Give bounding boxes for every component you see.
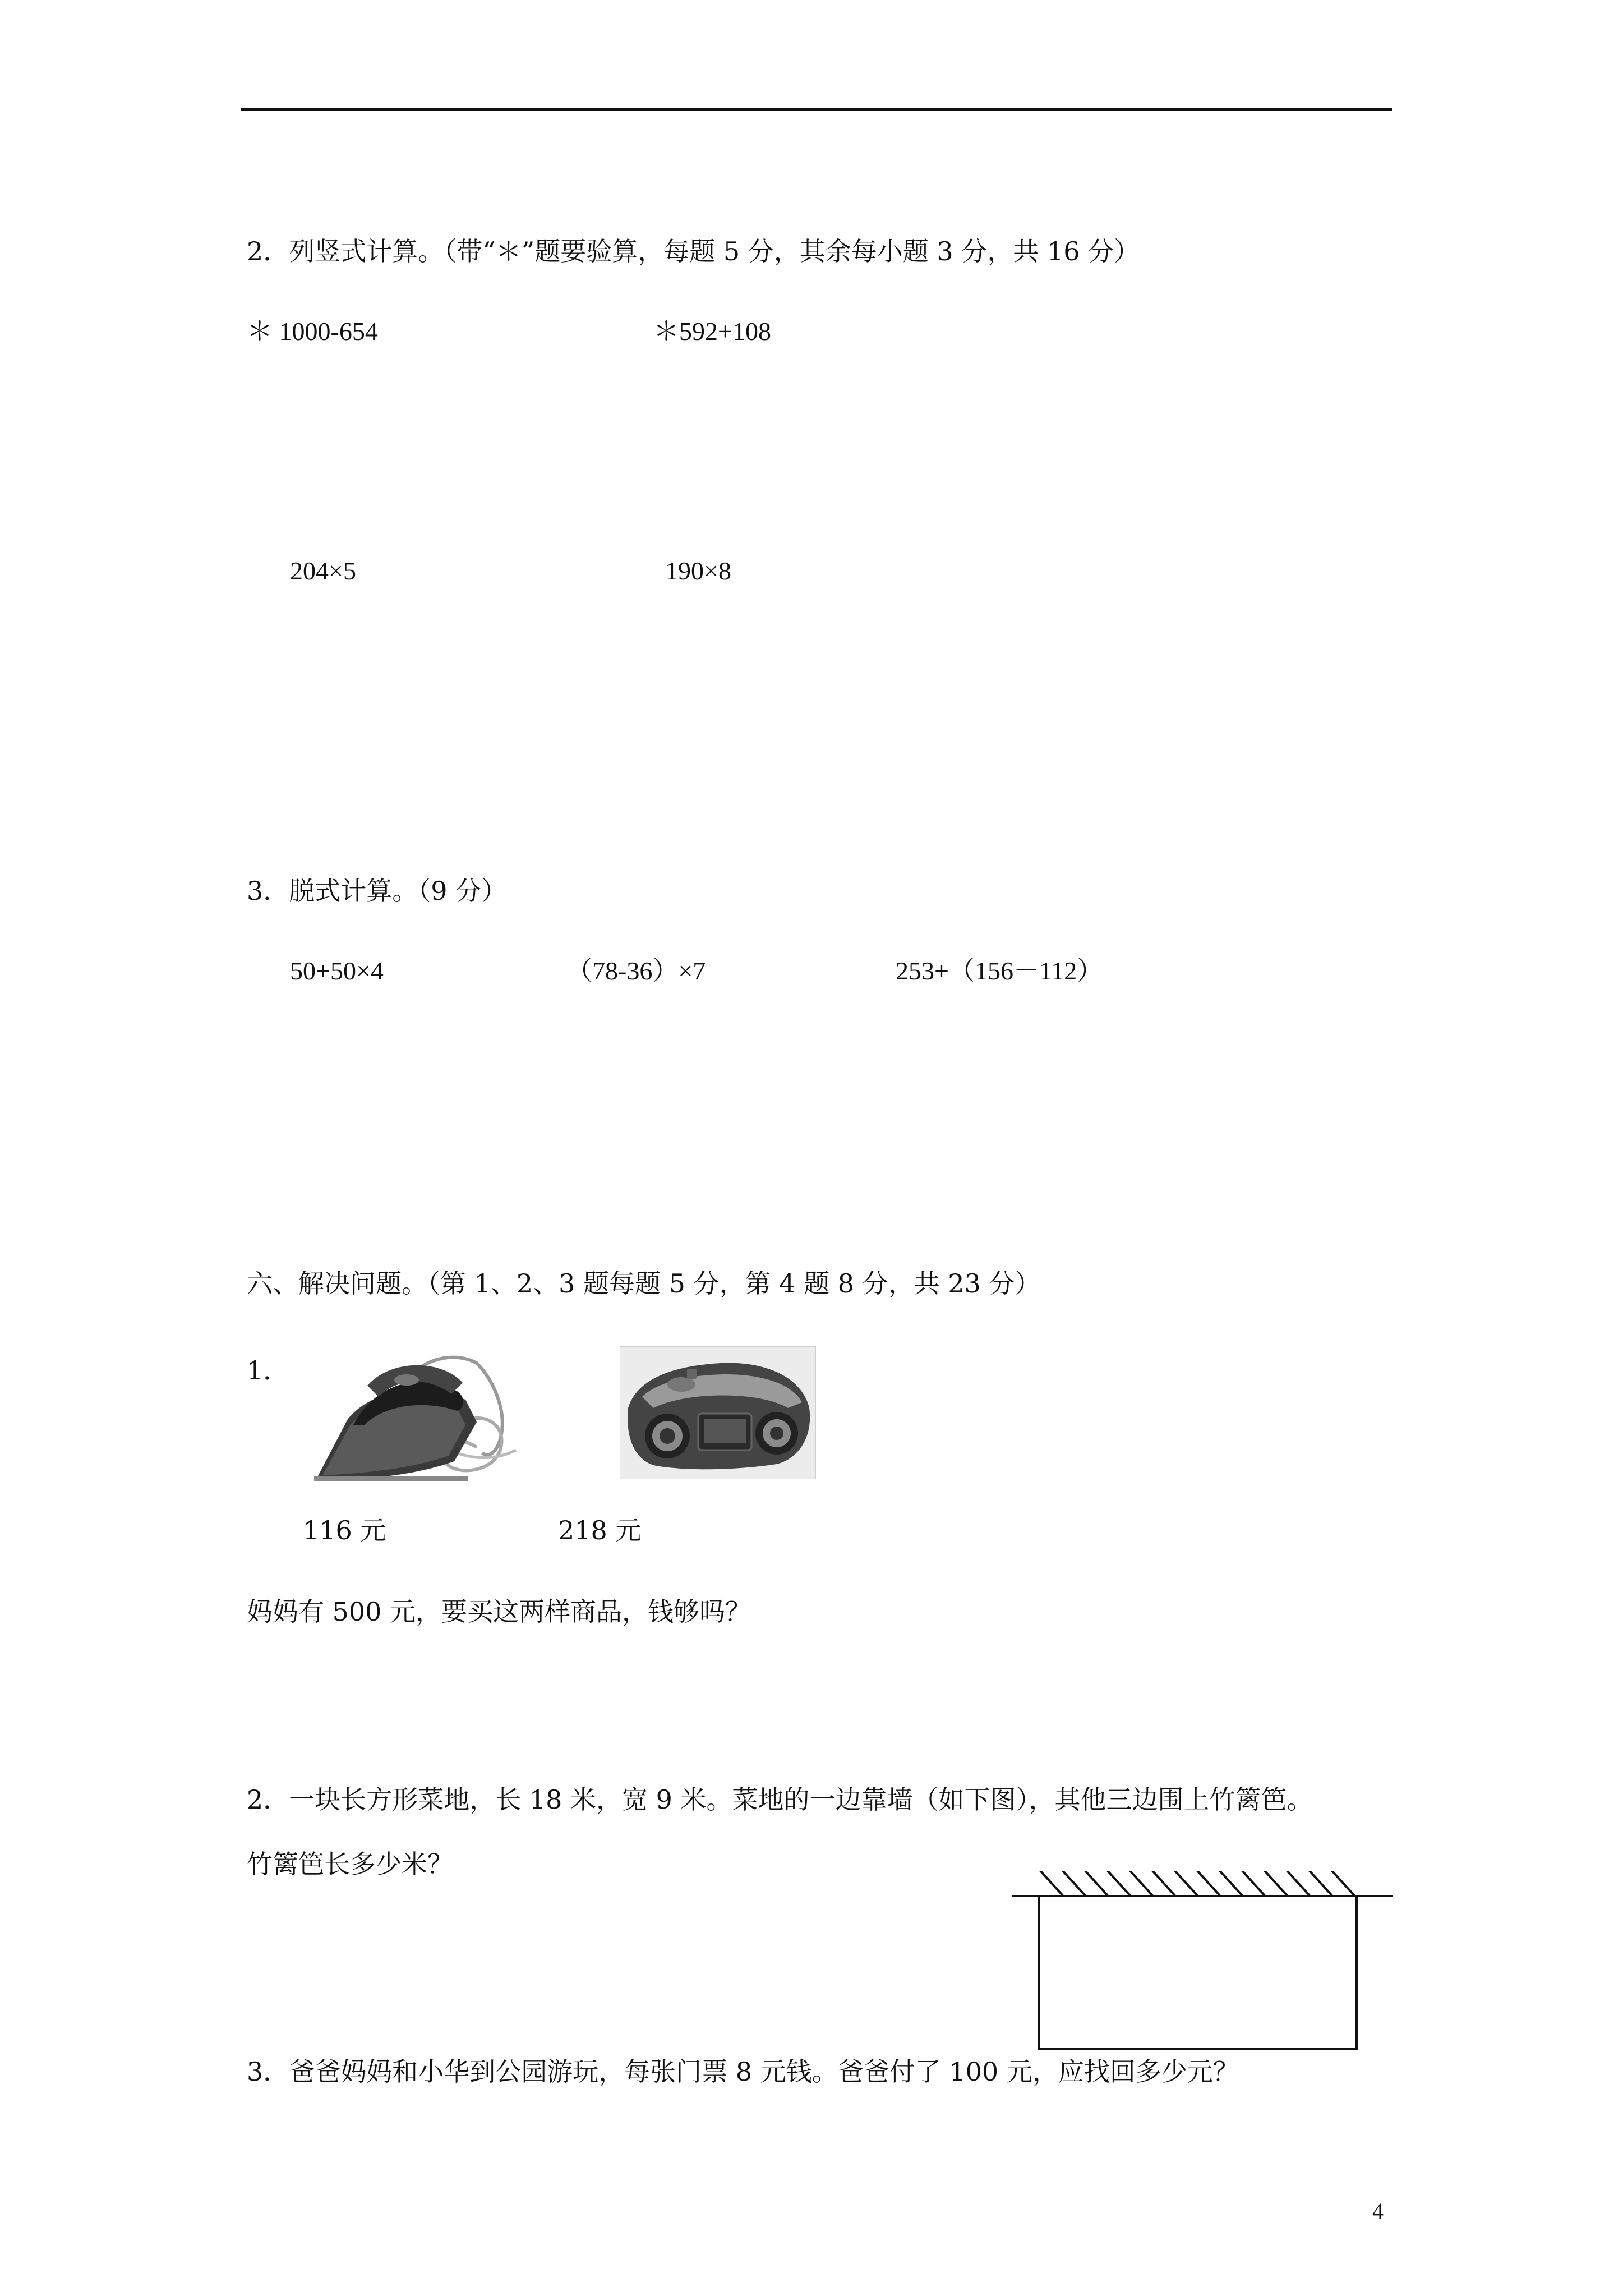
s6-q2-line1: 2．一块长方形菜地，长 18 米，宽 9 米。菜地的一边靠墙（如下图），其他三边围上竹篱笆。 <box>247 1784 1313 1815</box>
calc-item-253-156-112: 253+（156－112） <box>896 956 1103 985</box>
page-number: 4 <box>1372 2198 1384 2224</box>
s6-q3-text: 3．爸爸妈妈和小华到公园游玩，每张门票 8 元钱。爸爸付了 100 元，应找回多少元？ <box>247 2056 1239 2087</box>
s6-q1-question: 妈妈有 500 元，要买这两样商品，钱够吗？ <box>247 1596 751 1627</box>
calc-item-50-50x4: 50+50×4 <box>290 956 384 985</box>
section6-title: 六、解决问题。（第 1、2、3 题每题 5 分，第 4 题 8 分，共 23 分） <box>247 1268 1041 1299</box>
calc-item-190x8: 190×8 <box>665 556 731 585</box>
radio-icon <box>620 1346 816 1479</box>
iron-price: 116 元 <box>303 1515 386 1545</box>
q2-vertical-calc-title: 2．列竖式计算。（带“＊”题要验算，每题 5 分，其余每小题 3 分，共 16 分） <box>247 236 1140 266</box>
s6-q2-line2: 竹篱笆长多少米？ <box>247 1849 453 1879</box>
calc-item-204x5: 204×5 <box>290 556 356 585</box>
radio-price: 218 元 <box>558 1515 642 1545</box>
q3-stepwise-calc-title: 3．脱式计算。（9 分） <box>247 876 508 906</box>
calc-item-78-36x7: （78-36）×7 <box>566 956 706 985</box>
s6-q1-number: 1． <box>247 1355 289 1386</box>
calc-item-592-108: ＊592+108 <box>653 317 771 346</box>
vegetable-field-diagram <box>1012 1871 1394 2059</box>
calc-item-1000-654: ＊ 1000-654 <box>247 317 378 346</box>
iron-icon <box>314 1341 527 1484</box>
header-rule <box>241 108 1392 111</box>
